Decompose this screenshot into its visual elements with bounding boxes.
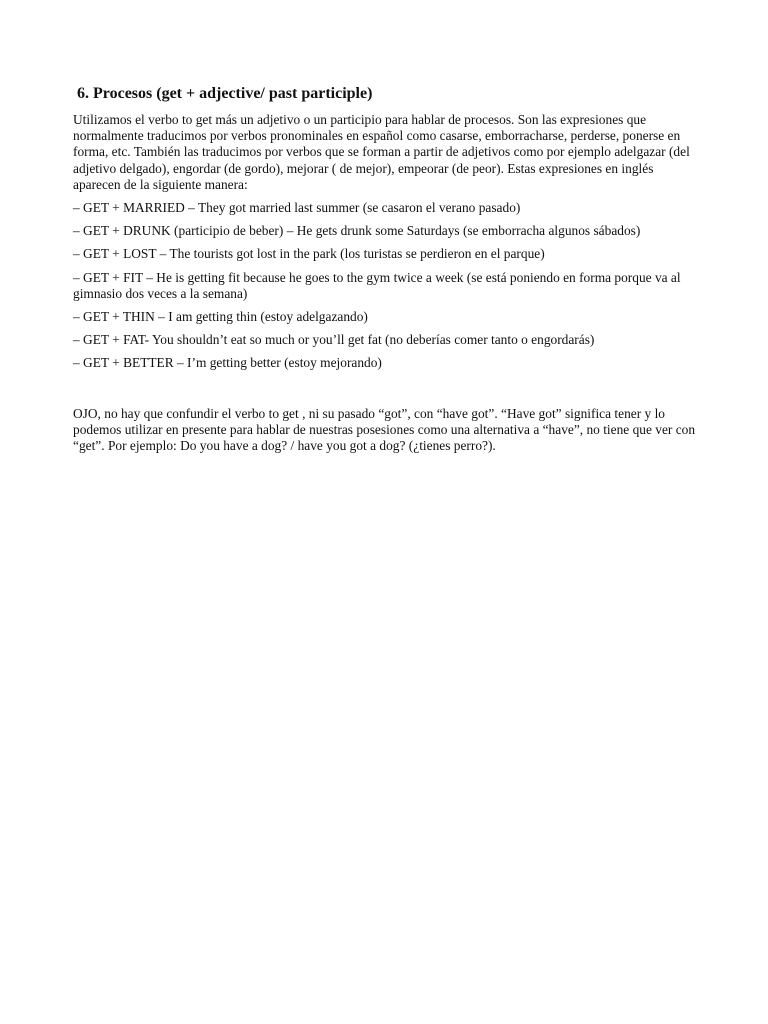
note-paragraph: OJO, no hay que confundir el verbo to get , ni su pasado “got”, con “have got”. “Have got” significa tener y lo podemos utilizar en presente para hablar de nuestras posesiones como una alternativa a “have”, no tiene que ver con “get”. Por ejemplo: Do you have a dog? / have you got a dog? (¿tienes perro?).	[73, 405, 696, 454]
intro-paragraph: Utilizamos el verbo to get más un adjetivo o un participio para hablar de procesos. Son las expresiones que normalmente traducimos por verbos pronominales en español como casarse, emborracharse, perderse, ponerse en forma, etc. También las traducimos por verbos que se forman a partir de adjetivos como por ejemplo adelgazar (del adjetivo delgado), engordar (de gordo), mejorar ( de mejor), empeorar (de peor). Estas expresiones en inglés aparecen de la siguiente manera:	[73, 112, 690, 192]
example-item-fit: – GET + FIT – He is getting fit because he goes to the gym twice a week (se está poniendo en forma porque va al gimnasio dos veces a la semana)	[73, 269, 681, 301]
example-item-thin: – GET + THIN – I am getting thin (estoy adelgazando)	[73, 309, 368, 325]
examples-list	[73, 200, 698, 372]
example-item-lost: – GET + LOST – The tourists got lost in the park (los turistas se perdieron en el parque)	[73, 246, 545, 262]
section-heading: 6. Procesos (get + adjective/ past participle)	[77, 85, 373, 102]
example-item-drunk: – GET + DRUNK (participio de beber) – He gets drunk some Saturdays (se emborracha algunos sábados)	[73, 223, 641, 239]
example-item-fat: – GET + FAT- You shouldn’t eat so much or you’ll get fat (no deberías comer tanto o engordarás)	[73, 332, 595, 348]
document-page	[73, 84, 698, 454]
example-item-married: – GET + MARRIED – They got married last summer (se casaron el verano pasado)	[73, 200, 521, 216]
example-item-better: – GET + BETTER – I’m getting better (estoy mejorando)	[73, 355, 382, 371]
